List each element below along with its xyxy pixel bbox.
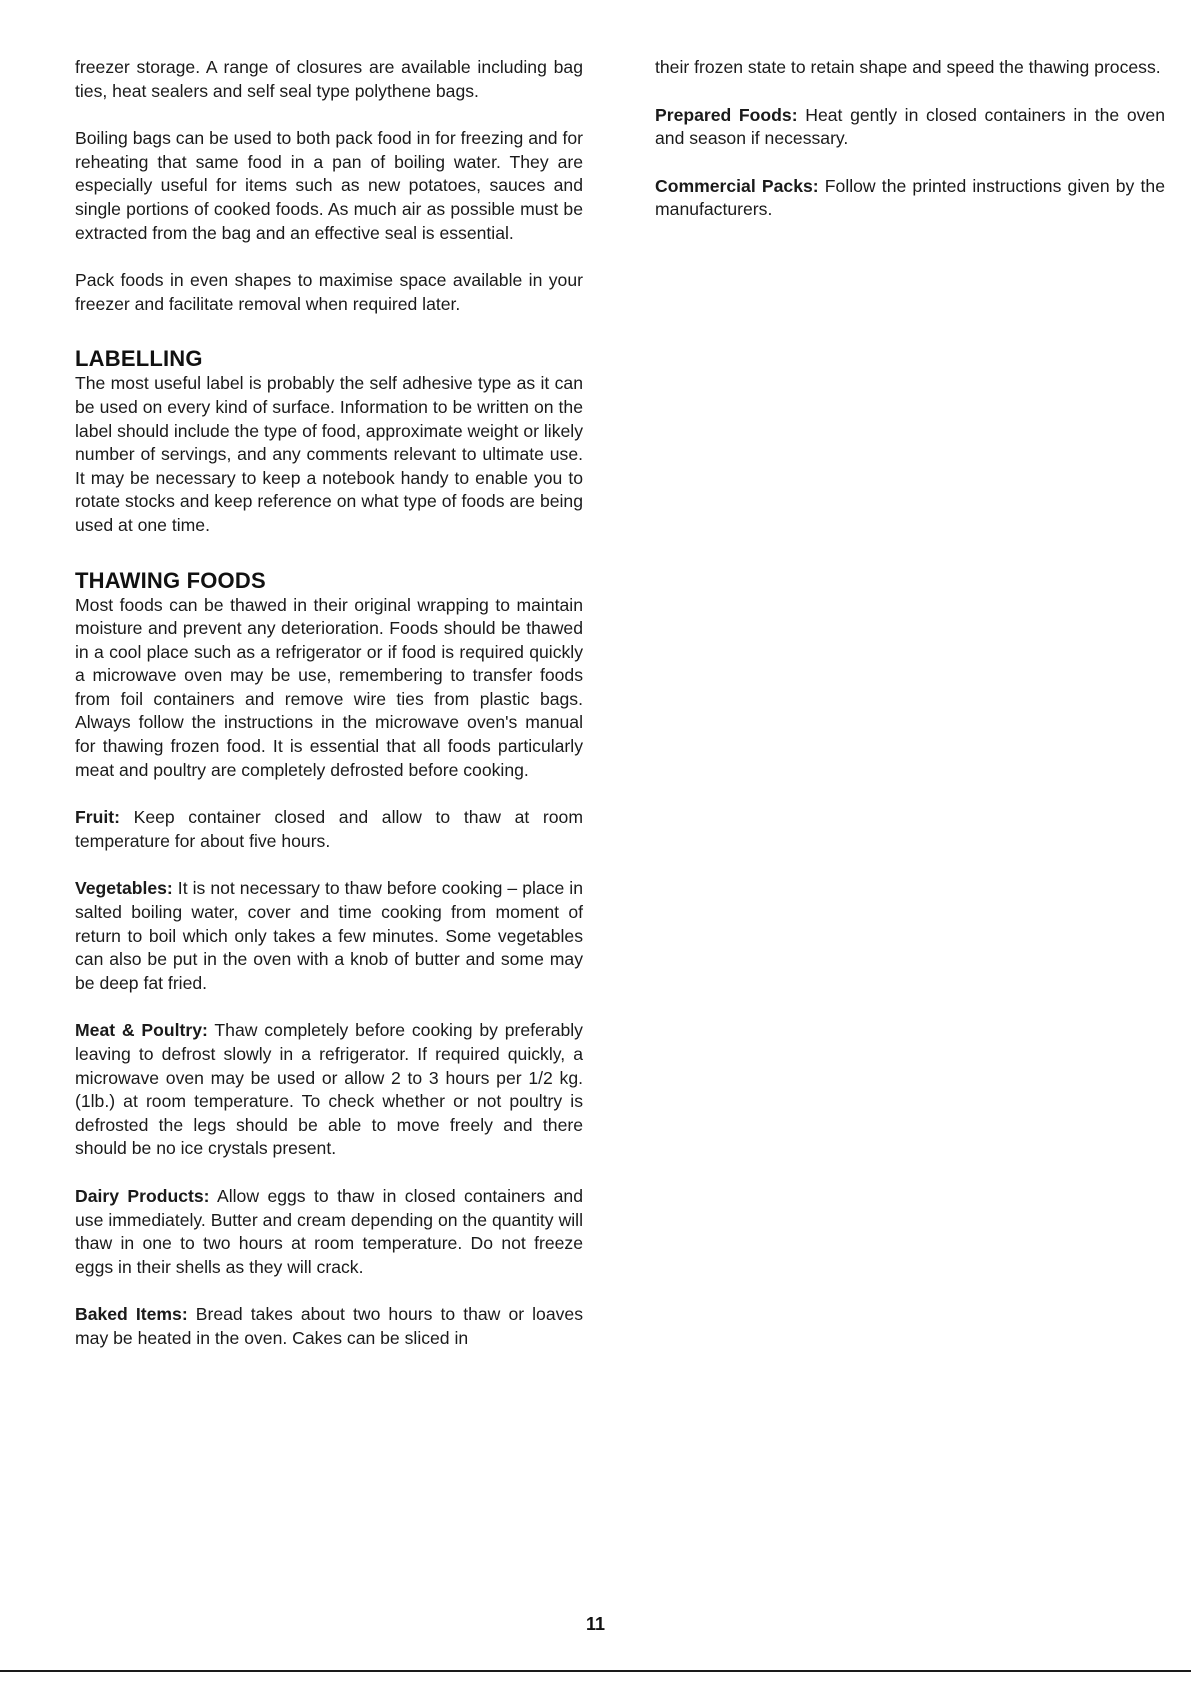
left-column: [75, 56, 583, 1351]
vegetables-label: Vegetables:: [75, 878, 173, 899]
dairy-products-label: Dairy Products:: [75, 1185, 210, 1206]
fruit-label: Fruit:: [75, 807, 120, 828]
paragraph-pack-foods: Pack foods in even shapes to maximise space available in your freezer and facilitate removal when required later.: [75, 270, 583, 314]
paragraph-fruit: [75, 806, 583, 853]
heading-labelling: LABELLING: [75, 346, 203, 372]
paragraph-boiling-bags: Boiling bags can be used to both pack food in for freezing and for reheating that same food in a pan of boiling water. They are especially useful for items such as new potatoes, sauces and single portions of cooked foods. As much air as possible must be extracted from the bag and an effective seal is essential.: [75, 128, 583, 243]
prepared-foods-text: Heat gently in closed containers in the oven and season if necessary.: [655, 104, 1166, 149]
paragraph-commercial-packs: [655, 175, 1165, 222]
paragraph-prepared-foods: [655, 104, 1165, 151]
meat-poultry-label: Meat & Poultry:: [75, 1020, 208, 1041]
paragraph-thawing-foods: Most foods can be thawed in their original wrapping to maintain moisture and prevent any deterioration. Foods should be thawed in a cool place such as a refrigerator or if food is required quickly a microwave oven may be use, remembering to transfer foods from foil containers and remove wire ties from plastic bags. Always follow the instructions in the microwave oven's manual for thawing frozen food. It is essential that all foods particularly meat and poultry are completely defrosted before cooking.: [75, 594, 583, 780]
paragraph-frozen-state: their frozen state to retain shape and speed the thawing process.: [655, 57, 1161, 77]
heading-thawing-foods: THAWING FOODS: [75, 567, 266, 593]
paragraph-meat-poultry: [75, 1019, 583, 1161]
commercial-packs-text: Follow the printed instructions given by the manufacturers.: [655, 175, 1165, 220]
dairy-products-text: Allow eggs to thaw in closed containers and use immediately. Butter and cream depending on the quantity will thaw in one to two hours at room temperature. Do not freeze eggs in their shells as they will crack.: [75, 1185, 583, 1277]
fruit-text: Keep container closed and allow to thaw at room temperature for about five hours.: [75, 807, 583, 851]
baked-items-text: Bread takes about two hours to thaw or loaves may be heated in the oven. Cakes can be sliced in: [75, 1304, 584, 1348]
paragraph-labelling: The most useful label is probably the self adhesive type as it can be used on every kind of surface. Information to be written on the label should include the type of food, approximate weight or likely number of servings, and any comments relevant to ultimate use. It may be necessary to keep a notebook handy to enable you to rotate stocks and keep reference on what type of foods are being used at one time.: [75, 373, 583, 535]
right-column: [655, 56, 1165, 222]
bottom-rule: [0, 1670, 1191, 1672]
paragraph-baked-items: [75, 1303, 583, 1350]
paragraph-vegetables: [75, 877, 583, 995]
meat-poultry-text: Thaw completely before cooking by preferably leaving to defrost slowly in a refrigerator. If required quickly, a microwave oven may be used or allow 2 to 3 hours per 1/2 kg. (1lb.) at room temperature. To check whether or not poultry is defrosted the legs should be able to move freely and there should be no ice crystals present.: [75, 1020, 583, 1159]
page-number: 11: [585, 1614, 606, 1634]
prepared-foods-label: Prepared Foods:: [655, 104, 798, 125]
paragraph-closures: freezer storage. A range of closures are available including bag ties, heat sealers and self seal type polythene bags.: [75, 57, 583, 101]
baked-items-label: Baked Items:: [75, 1304, 188, 1325]
vegetables-text: It is not necessary to thaw before cooking – place in salted boiling water, cover and time cooking from moment of return to boil which only takes a few minutes. Some vegetables can also be put in the oven with a knob of butter and some may be deep fat fried.: [75, 878, 583, 993]
commercial-packs-label: Commercial Packs:: [655, 175, 819, 196]
paragraph-dairy-products: [75, 1185, 583, 1279]
